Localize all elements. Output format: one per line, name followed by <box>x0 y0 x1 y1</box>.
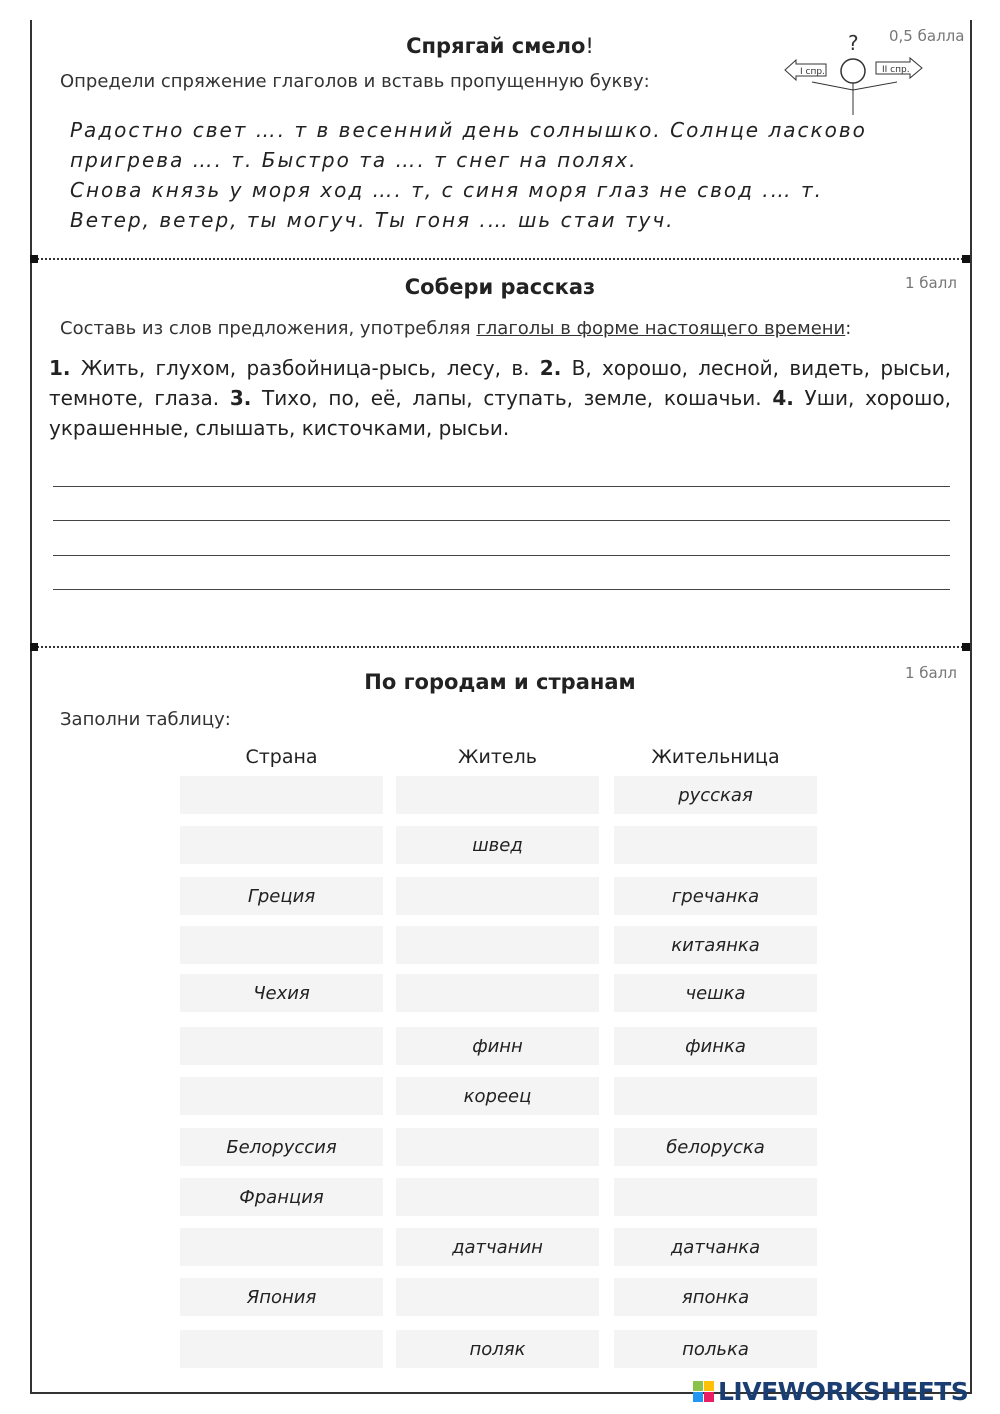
answer-input[interactable] <box>180 1027 383 1065</box>
answer-input[interactable] <box>396 1278 599 1316</box>
table-cell: финка <box>614 1027 817 1065</box>
section1-points: 0,5 балла <box>889 27 965 45</box>
answer-input[interactable] <box>396 877 599 915</box>
answer-input[interactable] <box>614 1077 817 1115</box>
svg-text:II спр.: II спр. <box>882 65 910 75</box>
answer-input[interactable] <box>614 826 817 864</box>
text-line[interactable]: Снова князь у моря ход …. т, с синя моря глаз не свод .… т. <box>70 178 824 202</box>
table-cell: датчанин <box>396 1228 599 1266</box>
logo-tiles-icon <box>693 1381 714 1402</box>
text-line[interactable]: пригрева …. т. Быстро та …. т снег на полях. <box>70 148 638 172</box>
section-divider <box>34 258 966 260</box>
divider-marker <box>30 255 38 263</box>
table-cell: Чехия <box>180 974 383 1012</box>
section3-points: 1 балл <box>905 664 957 682</box>
answer-input[interactable] <box>180 926 383 964</box>
divider-marker <box>30 643 38 651</box>
answer-input[interactable] <box>396 1178 599 1216</box>
table-cell: финн <box>396 1027 599 1065</box>
table-cell: швед <box>396 826 599 864</box>
table-cell: Белоруссия <box>180 1128 383 1166</box>
answer-input[interactable] <box>396 926 599 964</box>
answer-input[interactable] <box>180 1077 383 1115</box>
table-cell: кореец <box>396 1077 599 1115</box>
answer-line[interactable] <box>53 520 950 521</box>
table-cell: поляк <box>396 1330 599 1368</box>
section3-instruction: Заполни таблицу: <box>60 709 231 730</box>
column-header-country: Страна <box>245 746 318 768</box>
conjugation-stickman-icon <box>782 30 927 115</box>
answer-input[interactable] <box>614 1178 817 1216</box>
word-list: 1. Жить, глухом, разбойница-рысь, лесу, в. 2. В, хорошо, лесной, видеть, рысьи, темноте, глаза. 3. Тихо, по, её, лапы, ступать, земле, кошачьи. 4. Уши, хорошо, украшенные, слышать, кисточками, рысьи. <box>49 356 951 440</box>
answer-input[interactable] <box>180 1330 383 1368</box>
section3-title: По городам и странам <box>364 670 636 694</box>
table-cell: Япония <box>180 1278 383 1316</box>
table-cell: Франция <box>180 1178 383 1216</box>
table-cell: датчанка <box>614 1228 817 1266</box>
column-header-male: Житель <box>458 746 537 768</box>
column-header-female: Жительница <box>651 746 780 768</box>
svg-text:?: ? <box>848 31 859 55</box>
table-cell: Греция <box>180 877 383 915</box>
section1-instruction: Определи спряжение глаголов и вставь пропущенную букву: <box>60 71 650 92</box>
table-cell: русская <box>614 776 817 814</box>
section1-title: Спрягай смело! <box>406 34 594 58</box>
svg-text:I спр.: I спр. <box>800 67 825 77</box>
answer-line[interactable] <box>53 555 950 556</box>
section2-points: 1 балл <box>905 274 957 292</box>
text-line[interactable]: Радостно свет …. т в весенний день солнышко. Солнце ласково <box>70 118 867 142</box>
divider-marker <box>962 255 970 263</box>
section2-title: Собери рассказ <box>404 275 596 299</box>
section-divider <box>34 646 966 648</box>
conjugation-text <box>70 115 950 235</box>
answer-input[interactable] <box>180 1228 383 1266</box>
table-cell: китаянка <box>614 926 817 964</box>
answer-input[interactable] <box>396 974 599 1012</box>
liveworksheets-logo <box>693 1377 968 1406</box>
answer-line[interactable] <box>53 486 950 487</box>
answer-input[interactable] <box>180 826 383 864</box>
answer-line[interactable] <box>53 589 950 590</box>
table-cell: чешка <box>614 974 817 1012</box>
answer-input[interactable] <box>396 776 599 814</box>
divider-marker <box>962 643 970 651</box>
answer-input[interactable] <box>180 776 383 814</box>
section2-instruction: Составь из слов предложения, употребляя глаголы в форме настоящего времени: <box>60 318 852 339</box>
table-cell: японка <box>614 1278 817 1316</box>
table-cell: белоруска <box>614 1128 817 1166</box>
table-cell: гречанка <box>614 877 817 915</box>
logo-text: LIVEWORKSHEETS <box>718 1377 969 1406</box>
text-line[interactable]: Ветер, ветер, ты могуч. Ты гоня .… шь стаи туч. <box>70 208 675 232</box>
table-cell: полька <box>614 1330 817 1368</box>
answer-input[interactable] <box>396 1128 599 1166</box>
